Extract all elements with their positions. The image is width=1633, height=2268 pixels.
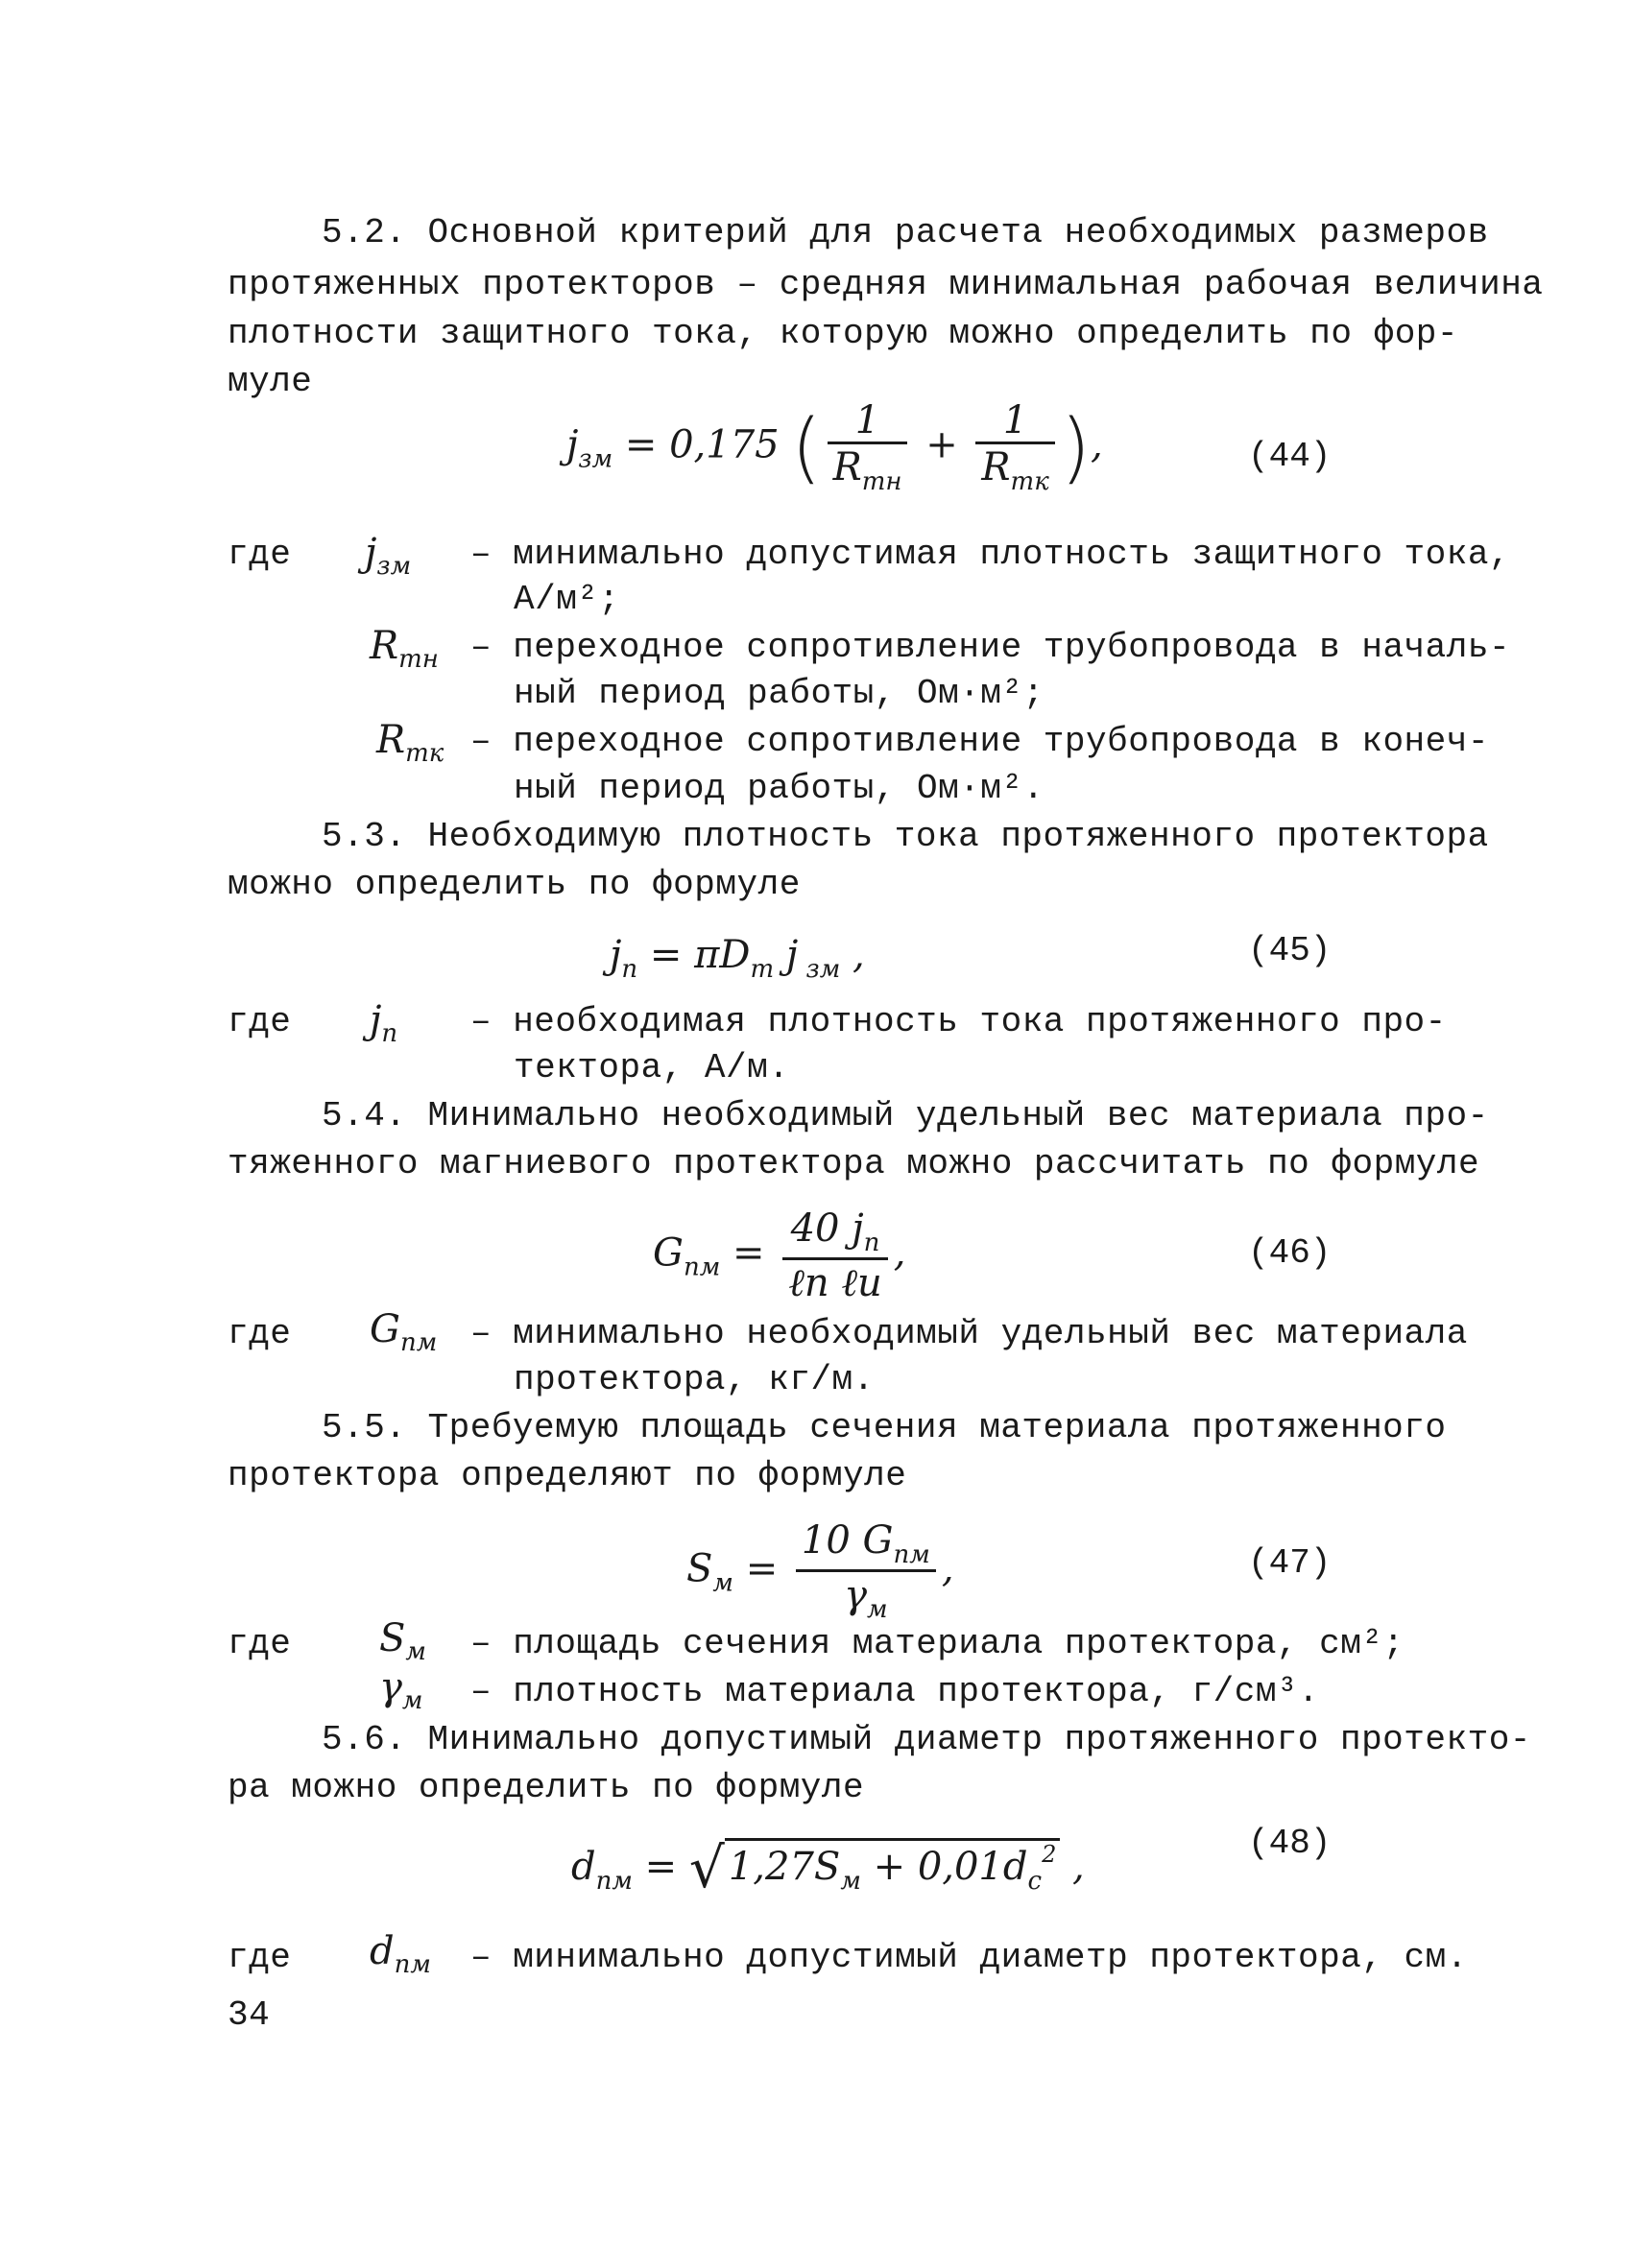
def-symbol-j-zm: $j_{зм}$	[365, 531, 412, 581]
def-g-pm-line-1: – минимально необходимый удельный вес материала	[470, 1314, 1468, 1353]
def-j-p-line-1: – необходимая плотность тока протяженного про-	[470, 1002, 1447, 1041]
where-label-46: где	[228, 1314, 292, 1353]
def-symbol-r-tk: $R_{тк}$	[376, 718, 444, 768]
formula-46: $G_{пм}$ = $\frac{40 j_п}{\text{ℓп ℓи}}$ ,	[653, 1206, 906, 1305]
formula-44: $j_{зм} = 0,175$ ( $\frac{1}{R_{тн}}$ + $\frac{1}{R_{тк}}$ ),	[566, 398, 1103, 496]
s53-line-1: 5.3. Необходимую плотность тока протяженного протектора	[322, 817, 1489, 856]
s52-line-2: протяженных протекторов – средняя минимальная рабочая величина	[228, 265, 1544, 304]
formula-48: $d_{пм}$ = √ $1,27S_м + 0,01d_с^2$ ,	[571, 1835, 1085, 1900]
equation-number-47: (47)	[1248, 1543, 1332, 1583]
where-label-45: где	[228, 1002, 292, 1041]
def-gamma-m-line-1: – плотность материала протектора, г/см³.	[470, 1672, 1320, 1711]
where-label-48: где	[228, 1938, 292, 1977]
s52-line-1: 5.2. Основной критерий для расчета необходимых размеров	[322, 213, 1489, 252]
equation-number-46: (46)	[1248, 1233, 1332, 1273]
def-symbol-d-pm: $d_{пм}$	[370, 1929, 431, 1979]
def-j-zm-line-2: А/м²;	[514, 580, 620, 619]
formula-45: $j_п = \pi D_т$ j $_{зм}$ ,	[610, 933, 865, 984]
equation-number-44: (44)	[1248, 437, 1332, 476]
def-j-zm-line-1: – минимально допустимая плотность защитного тока,	[470, 535, 1511, 574]
formula-47: $S_м$ = $\frac{10 G_{пм}}{\gamma_м}$ ,	[686, 1518, 954, 1624]
s53-line-2: можно определить по формуле	[228, 865, 801, 904]
equation-number-48: (48)	[1248, 1824, 1332, 1863]
s54-line-1: 5.4. Минимально необходимый удельный вес материала про-	[322, 1096, 1489, 1135]
def-r-tn-line-2: ный период работы, Ом·м²;	[514, 674, 1045, 713]
def-r-tk-line-1: – переходное сопротивление трубопровода в конеч-	[470, 722, 1489, 761]
page-number: 34	[228, 1995, 271, 2035]
where-label-47: где	[228, 1624, 292, 1663]
def-s-m-line-1: – площадь сечения материала протектора, см²;	[470, 1624, 1405, 1663]
def-r-tn-line-1: – переходное сопротивление трубопровода в началь-	[470, 628, 1511, 667]
def-d-pm-line-1: – минимально допустимый диаметр протектора, см.	[470, 1938, 1468, 1977]
def-symbol-s-m: $S_м$	[379, 1616, 426, 1666]
s52-line-4: муле	[228, 362, 313, 401]
def-symbol-j-p: $j_п$	[370, 998, 398, 1048]
s55-line-1: 5.5. Требуемую площадь сечения материала протяженного	[322, 1408, 1447, 1447]
def-g-pm-line-2: протектора, кг/м.	[514, 1360, 875, 1399]
s52-line-3: плотности защитного тока, которую можно определить по фор-	[228, 314, 1459, 353]
s54-line-2: тяженного магниевого протектора можно рассчитать по формуле	[228, 1144, 1480, 1183]
def-symbol-r-tn: $R_{тн}$	[370, 624, 439, 674]
def-symbol-g-pm: $G_{пм}$	[370, 1307, 438, 1357]
def-symbol-gamma-m: $\gamma_м$	[379, 1665, 423, 1715]
def-r-tk-line-2: ный период работы, Ом·м².	[514, 769, 1045, 808]
where-label-44: где	[228, 535, 292, 574]
s56-line-1: 5.6. Минимально допустимый диаметр протяженного протекто-	[322, 1720, 1531, 1759]
s55-line-2: протектора определяют по формуле	[228, 1456, 907, 1495]
s56-line-2: ра можно определить по формуле	[228, 1768, 865, 1807]
equation-number-45: (45)	[1248, 931, 1332, 970]
def-j-p-line-2: тектора, А/м.	[514, 1048, 790, 1087]
